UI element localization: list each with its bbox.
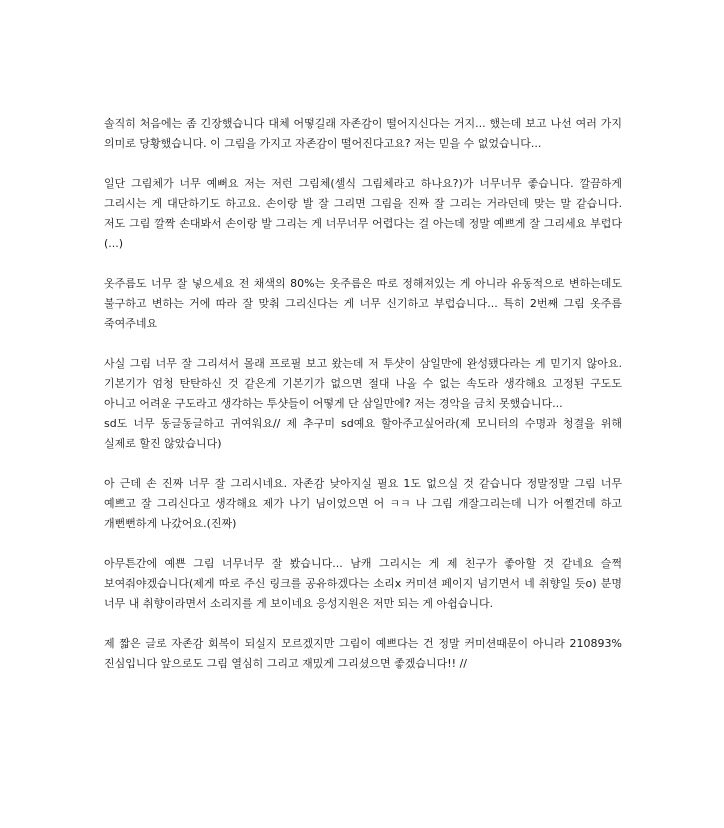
paragraph-hands: 아 근데 손 진짜 너무 잘 그리시네요. 자존감 낮아지실 필요 1도 없으실 것 같습니다 정말정말 그림 너무 예쁘고 잘 그리신다고 생각해요 제가 나기 님이었으면 어 ㅋㅋ 나 그림 개잘그리는데 니가 어쩔건데 하고 개뻔뻔하게 나갔어요.(진짜) bbox=[104, 477, 622, 530]
paragraph-speed: 사실 그림 너무 잘 그리셔서 몰래 프로필 보고 왔는데 저 투샷이 삼일만에 완성됐다라는 게 믿기지 않아요. 기본기가 엄청 탄탄하신 것 같은게 기본기가 없으면 절대 나올 수 없는 속도라 생각해요 고정된 구도도 아니고 어려운 구도라고 생각하는 투샷들이 어떻게 단 삼일만에? 저는 경악을 금치 못했습니다... bbox=[104, 357, 622, 410]
review-document bbox=[104, 114, 622, 694]
paragraph-friend: 아무튼간에 예쁜 그림 너무너무 잘 봤습니다... 남캐 그리시는 게 제 친구가 좋아할 것 같네요 슬쩍 보여줘야겠습니다(제게 따로 주신 링크를 공유하겠다는 소리x 커미션 페이지 넘기면서 네 취향일 듯o) 분명 너무 내 취향이라면서 소리지를 게 보이네요 응성지원은 저만 되는 게 아쉽습니다. bbox=[104, 557, 622, 610]
paragraph-sd: sd도 너무 동글동글하고 귀여워요// 제 추구미 sd예요 할아주고싶어라(제 모니터의 수명과 청결을 위해 실제로 할진 않았습니다) bbox=[104, 417, 622, 450]
paragraph-intro: 솔직히 처음에는 좀 긴장했습니다 대체 어떻길래 자존감이 떨어지신다는 거지... 했는데 보고 나선 여러 가지 의미로 당황했습니다. 이 그림을 가지고 자존감이 떨어진다고요? 저는 믿을 수 없었습니다... bbox=[104, 117, 622, 150]
paragraph-closing: 제 짧은 글로 자존감 회복이 되실지 모르겠지만 그림이 예쁘다는 건 정말 커미션때문이 아니라 210893% 진심입니다 앞으로도 그림 열심히 그리고 재밌게 그리셨으면 좋겠습니다!! // bbox=[104, 637, 622, 670]
paragraph-clothing-folds: 옷주름도 너무 잘 넣으세요 전 채색의 80%는 옷주름은 따로 정해져있는 게 아니라 유동적으로 변하는데도 불구하고 변하는 거에 따라 잘 맞춰 그리신다는 게 너무 신기하고 부럽습니다... 특히 2번째 그림 옷주름 죽여주네요 bbox=[104, 277, 622, 330]
paragraph-art-style: 일단 그림체가 너무 예뻐요 저는 저런 그림체(셀식 그림체라고 하나요?)가 너무너무 좋습니다. 깔끔하게 그리시는 게 대단하기도 하고요. 손이랑 발 잘 그리면 그림을 진짜 잘 그리는 거라던데 맞는 말 같습니다. 저도 그림 깔짝 손대봐서 손이랑 발 그리는 게 너무너무 어렵다는 걸 아는데 정말 예쁘게 잘 그리세요 부럽다(...) bbox=[104, 177, 622, 250]
